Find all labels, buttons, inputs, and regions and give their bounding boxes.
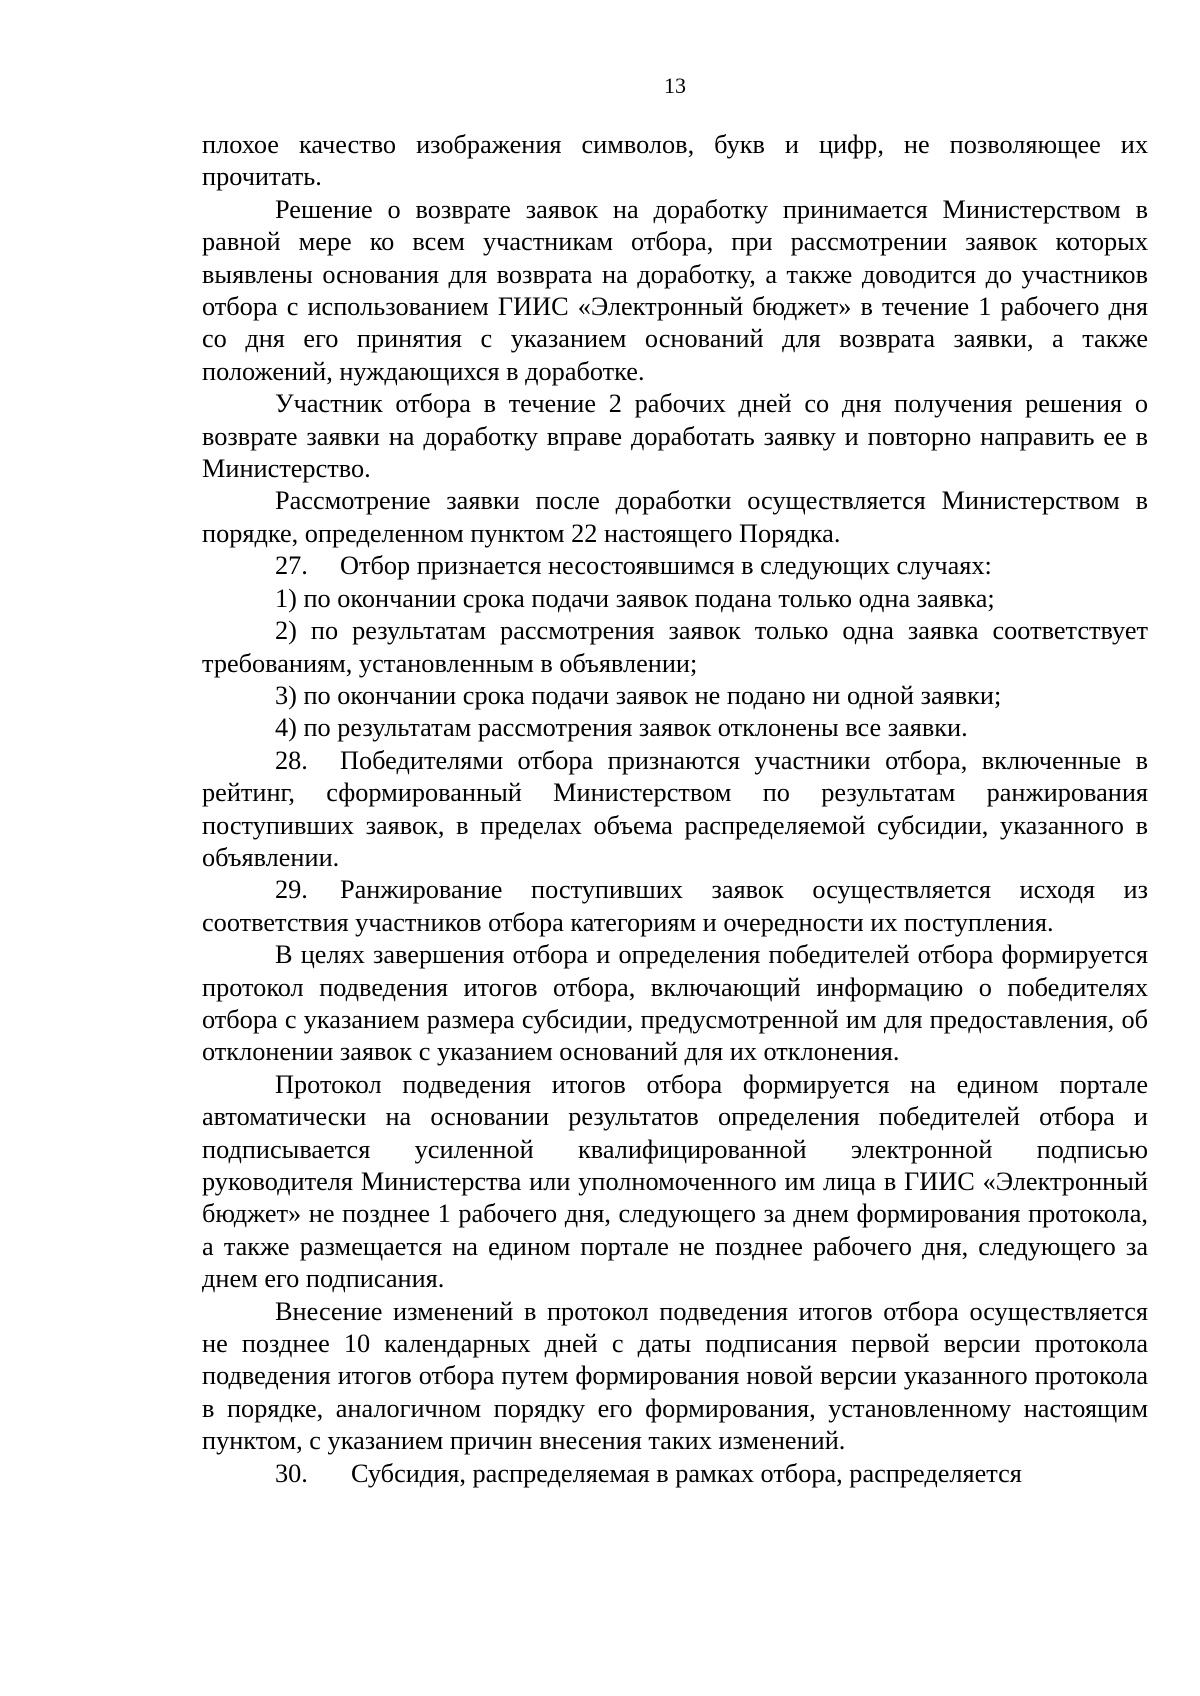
paragraph-text: Внесение изменений в протокол подведения итогов отбора осуществляется не позднее 10 календарных дней с даты подписания первой версии протокола подведения итогов отбора путем формирования новой версии указанного протокола в порядке, аналогичном порядку его формирования, установленному настоящим пунктом, с указанием причин внесения таких изменений. xyxy=(202,1296,1148,1456)
paragraph xyxy=(202,1069,1148,1296)
clause-number: 29. xyxy=(275,875,308,905)
numbered-paragraph-29 xyxy=(202,874,1148,939)
paragraph xyxy=(202,485,1148,550)
paragraph-text: Субсидия, распределяемая в рамках отбора, распределяется xyxy=(351,1458,1022,1488)
list-item xyxy=(202,712,1148,744)
document-body xyxy=(202,129,1148,1490)
paragraph-text: Победителями отбора признаются участники отбора, включенные в рейтинг, сформированный Министерством по результатам ранжирования поступивших заявок, в пределах объема распределяемой субсидии, указанного в объявлении. xyxy=(202,745,1148,872)
paragraph-text: В целях завершения отбора и определения победителей отбора формируется протокол подведения итогов отбора, включающий информацию о победителях отбора с указанием размера субсидии, предусмотренной им для предоставления, об отклонении заявок с указанием оснований для их отклонения. xyxy=(202,940,1148,1067)
paragraph-text: Участник отбора в течение 2 рабочих дней со дня получения решения о возврате заявки на доработку вправе доработать заявку и повторно направить ее в Министерство. xyxy=(202,389,1148,484)
paragraph-text: плохое качество изображения символов, букв и цифр, не позволяющее их прочитать. xyxy=(202,130,1148,192)
paragraph-text: Рассмотрение заявки после доработки осуществляется Министерством в порядке, определенном пунктом 22 настоящего Порядка. xyxy=(202,486,1148,548)
clause-number: 27. xyxy=(275,551,308,581)
page-number: 13 xyxy=(664,73,686,98)
paragraph-text: Протокол подведения итогов отбора формируется на едином портале автоматически на основании результатов определения победителей отбора и подписывается усиленной квалифицированной электронной подписью руководителя Министерства или уполномоченного им лица в ГИИС «Электронный бюджет» не позднее 1 рабочего дня, следующего за днем формирования протокола, а также размещается на едином портале не позднее рабочего дня, следующего за днем его подписания. xyxy=(202,1069,1148,1294)
list-item xyxy=(202,680,1148,712)
paragraph-text: Решение о возврате заявок на доработку принимается Министерством в равной мере ко всем участникам отбора, при рассмотрении заявок которых выявлены основания для возврата на доработку, а также доводится до участников отбора с использованием ГИИС «Электронный бюджет» в течение 1 рабочего дня со дня его принятия с указанием оснований для возврата заявки, а также положений, нуждающихся в доработке. xyxy=(202,194,1148,386)
paragraph xyxy=(202,388,1148,485)
clause-number: 28. xyxy=(275,745,308,775)
paragraph-text: Отбор признается несостоявшимся в следующих случаях: xyxy=(340,551,992,581)
list-item-text: 3) по окончании срока подачи заявок не подано ни одной заявки; xyxy=(275,680,1002,710)
paragraph xyxy=(202,939,1148,1069)
list-item-text: 4) по результатам рассмотрения заявок отклонены все заявки. xyxy=(275,713,968,743)
clause-number: 30. xyxy=(275,1458,308,1488)
numbered-paragraph-27 xyxy=(202,550,1148,582)
list-item xyxy=(202,583,1148,615)
numbered-paragraph-28 xyxy=(202,745,1148,875)
paragraph-continuation xyxy=(202,129,1148,194)
list-item xyxy=(202,615,1148,680)
list-item-text: 1) по окончании срока подачи заявок подана только одна заявка; xyxy=(275,583,995,613)
paragraph xyxy=(202,194,1148,388)
numbered-paragraph-30 xyxy=(202,1458,1148,1490)
paragraph-text: Ранжирование поступивших заявок осуществляется исходя из соответствия участников отбора категориям и очередности их поступления. xyxy=(202,875,1148,937)
paragraph xyxy=(202,1296,1148,1458)
list-item-text: 2) по результатам рассмотрения заявок только одна заявка соответствует требованиям, установленным в объявлении; xyxy=(202,616,1148,678)
